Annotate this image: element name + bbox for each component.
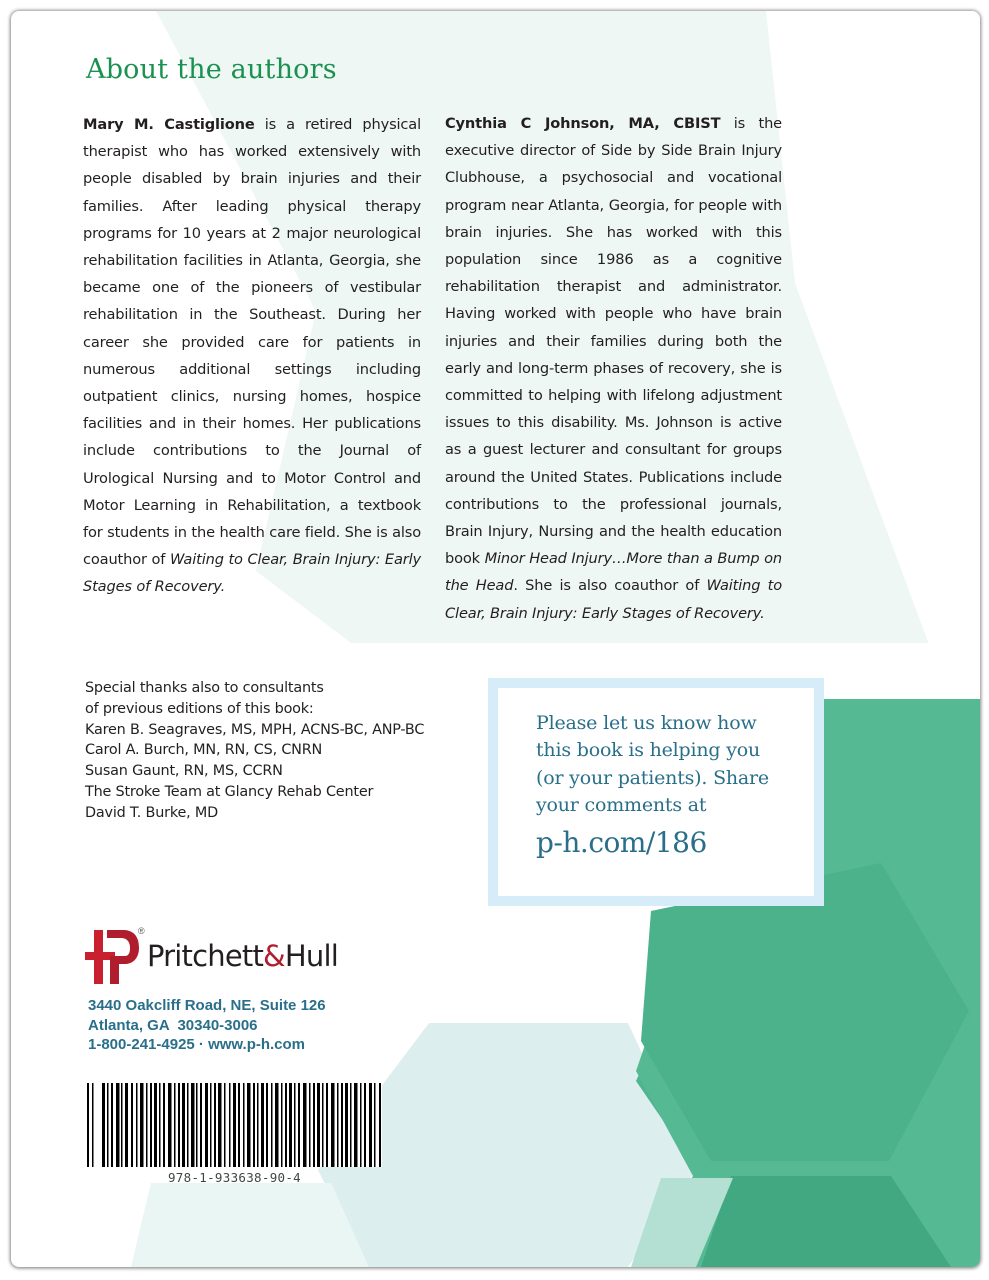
consultant-name: Carol A. Burch, MN, RN, CS, CNRN <box>85 742 323 759</box>
pritchett-hull-logo-icon <box>85 926 141 986</box>
feedback-line: your comments at <box>536 793 707 816</box>
book-title: Minor Head Injury…More than a Bump on the Head <box>445 550 782 595</box>
section-title: About the authors <box>86 54 337 85</box>
bio-text: is a retired physical therapist who has worked extensively with people disabled by brain injuries and their families. After leading physical therapy programs for 10 years at 2 major neurological rehabilitation facilities in Atlanta, Georgia, she became one of the pioneers of vestibular rehabilitation in the Southeast. During her career she provided care for patients in numerous additional settings including outpatient clinics, nursing homes, hospice facilities and in their homes. Her publications include contributions to the Journal of Urological Nursing and to Motor Control and Motor Learning in Rehabilitation, a textbook for students in the health care field. She is also coauthor of <box>83 116 421 569</box>
feedback-message <box>536 710 836 819</box>
publisher-name <box>147 939 338 973</box>
address-contact: 1-800-241-4925 · www.p-h.com <box>88 1036 306 1053</box>
hexagon-pale-bottom-left <box>131 1183 369 1267</box>
bio-text: . She is also coauthor of <box>513 577 707 595</box>
address-street: 3440 Oakcliff Road, NE, Suite 126 <box>88 997 326 1014</box>
thanks-line: of previous editions of this book: <box>85 700 314 717</box>
author-bio-johnson <box>445 110 782 627</box>
registered-mark: ® <box>138 926 145 936</box>
feedback-url-link[interactable]: p-h.com/186 <box>536 826 707 859</box>
barcode-icon <box>87 1083 382 1167</box>
feedback-line: Please let us know how <box>536 712 757 734</box>
consultant-name: The Stroke Team at Glancy Rehab Center <box>85 783 374 800</box>
author-name: Mary M. Castiglione <box>83 116 255 133</box>
address-city: Atlanta, GA 30340-3006 <box>88 1016 258 1034</box>
bio-text: is the executive director of Side by Side Brain Injury Clubhouse, a psychosocial and vocational program near Atlanta, Georgia, for people with brain injuries. She has worked with this population since 1986 as a cognitive rehabilitation therapist and administrator. Having worked with people who have brain injuries and their families during both the early and long-term phases of recovery, she is committed to helping with lifelong adjustment issues to this disability. Ms. Johnson is active as a guest lecturer and consultant for groups around the United States. Publications include contributions to the professional journals, Brain Injury, Nursing and the health education book <box>445 115 782 568</box>
feedback-line: this book is helping you <box>536 739 761 762</box>
author-name: Cynthia C Johnson, MA, CBIST <box>445 115 721 132</box>
consultant-name: Susan Gaunt, RN, MS, CCRN <box>85 763 283 780</box>
consultant-name: Karen B. Seagraves, MS, MPH, ACNS-BC, ANP-BC <box>85 721 425 738</box>
feedback-line: (or your patients). Share <box>536 766 769 789</box>
consultant-name: David T. Burke, MD <box>85 804 218 821</box>
feedback-box <box>488 678 824 906</box>
isbn-number: 978-1-933638-90-4 <box>167 1170 302 1185</box>
acknowledgements <box>85 678 424 824</box>
publisher-logo <box>85 926 385 988</box>
publisher-ampersand: & <box>263 939 285 973</box>
publisher-name-part1: Pritchett <box>147 939 264 973</box>
publisher-name-part2: Hull <box>284 939 338 973</box>
author-bio-castiglione <box>83 111 421 601</box>
book-back-cover <box>11 11 980 1267</box>
book-title: Waiting to Clear, Brain Injury: Early Stages of Recovery. <box>83 551 421 596</box>
book-title: Waiting to Clear, Brain Injury: Early Stages of Recovery. <box>445 577 782 622</box>
thanks-line: Special thanks also to consultants <box>85 680 324 696</box>
publisher-address <box>88 996 326 1055</box>
